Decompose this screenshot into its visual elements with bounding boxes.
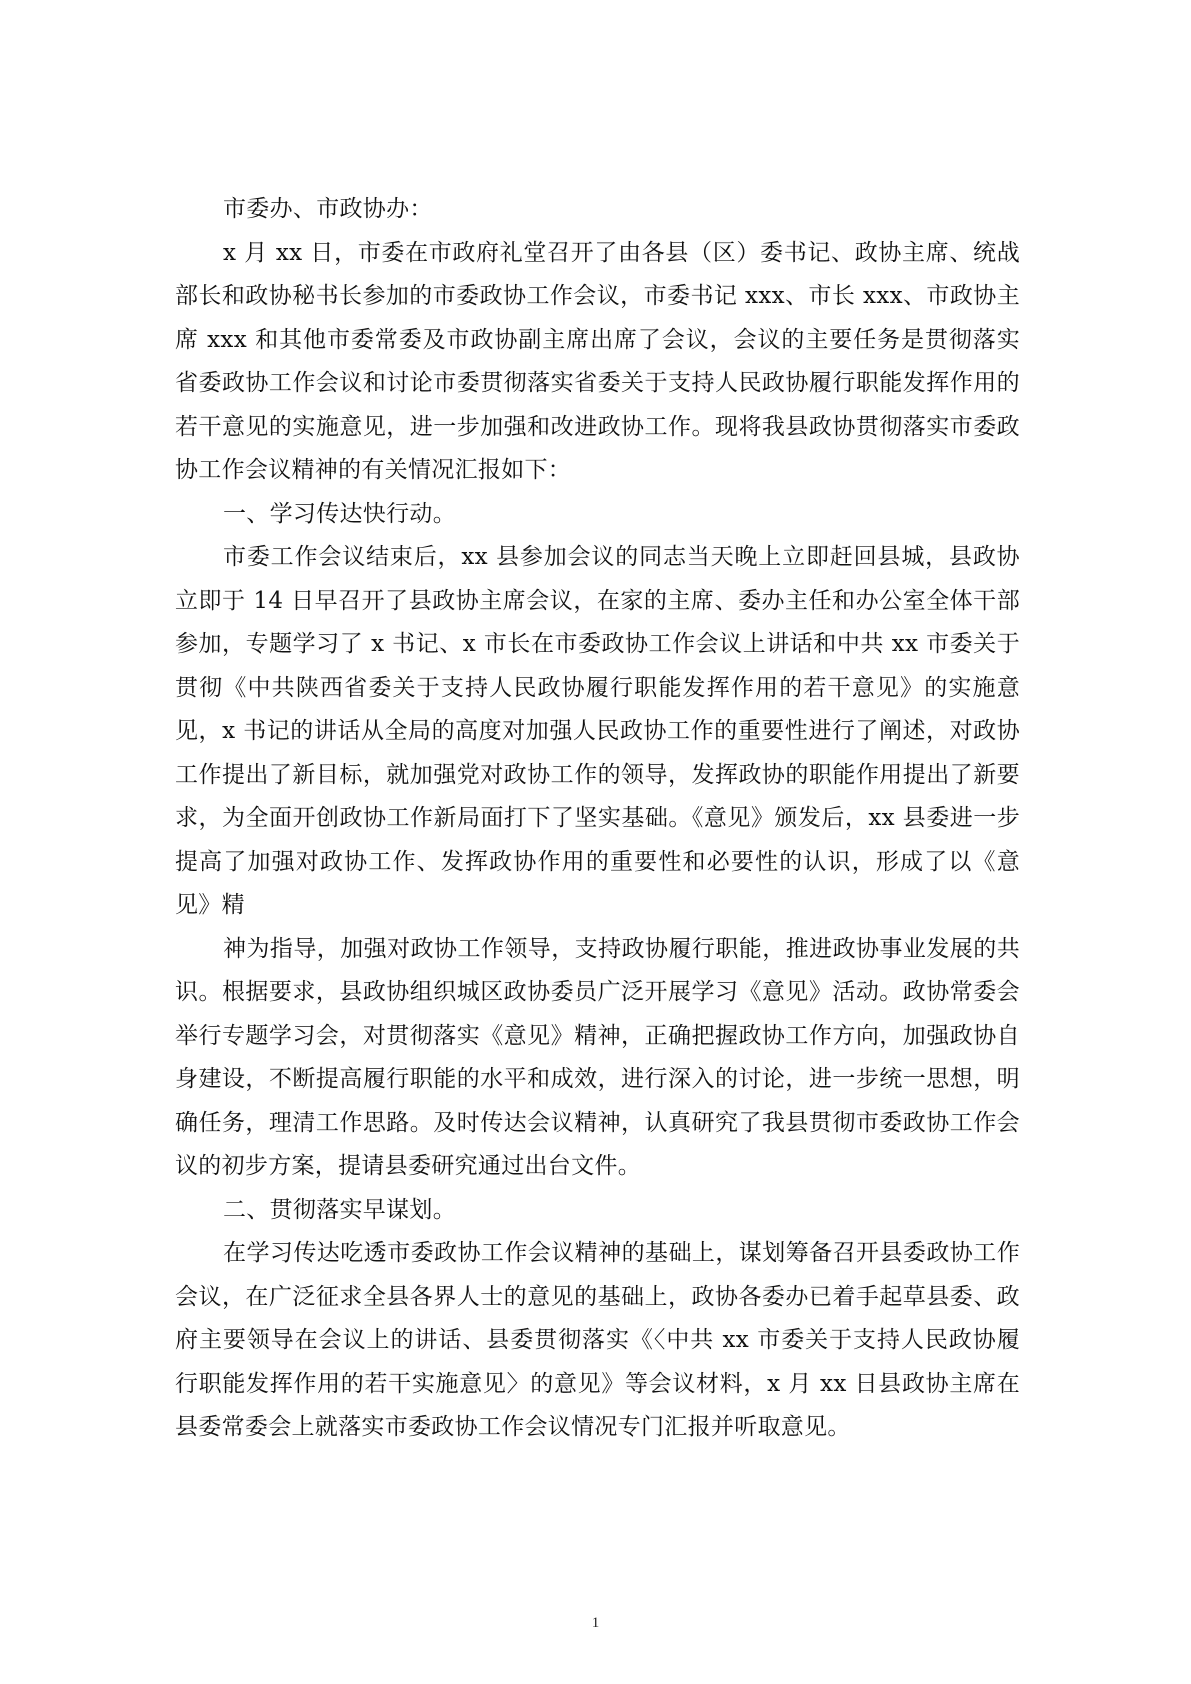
- paragraph-section-1-part-2: 神为指导，加强对政协工作领导，支持政协履行职能，推进政协事业发展的共识。根据要求，县政协组织城区政协委员广泛开展学习《意见》活动。政协常委会举行专题学习会，对贯彻落实《意见》精神，正确把握政协工作方向，加强政协自身建设，不断提高履行职能的水平和成效，进行深入的讨论，进一步统一思想，明确任务，理清工作思路。及时传达会议精神，认真研究了我县贯彻市委政协工作会议的初步方案，提请县委研究通过出台文件。: [175, 935, 1020, 1179]
- section-heading-1: 一、学习传达快行动。: [223, 500, 456, 527]
- document-body: [175, 188, 1020, 1450]
- paragraph-intro: x 月 xx 日，市委在市政府礼堂召开了由各县（区）委书记、政协主席、统战部长和政协秘书长参加的市委政协工作会议，市委书记 xxx、市长 xxx、市政协主席 xxx 和其他市委常委及市政协副主席出席了会议，会议的主要任务是贯彻落实省委政协工作会议和讨论市委贯彻落实省委关于支持人民政协履行职能发挥作用的若干意见的实施意见，进一步加强和改进政协工作。现将我县政协贯彻落实市委政协工作会议精神的有关情况汇报如下：: [175, 239, 1020, 483]
- paragraph-section-1-part-1: 市委工作会议结束后，xx 县参加会议的同志当天晚上立即赶回县城，县政协立即于 14 日早召开了县政协主席会议，在家的主席、委办主任和办公室全体干部参加，专题学习了 x 书记、x 市长在市委政协工作会议上讲话和中共 xx 市委关于贯彻《中共陕西省委关于支持人民政协履行职能发挥作用的若干意见》的实施意见，x 书记的讲话从全局的高度对加强人民政协工作的重要性进行了阐述，对政协工作提出了新目标，就加强党对政协工作的领导，发挥政协的职能作用提出了新要求，为全面开创政协工作新局面打下了坚实基础。《意见》颁发后，xx 县委进一步提高了加强对政协工作、发挥政协作用的重要性和必要性的认识，形成了以《意见》精: [175, 544, 1020, 918]
- salutation: 市委办、市政协办：: [223, 196, 433, 222]
- page-number: 1: [591, 1615, 600, 1631]
- paragraph-section-2: 在学习传达吃透市委政协工作会议精神的基础上，谋划筹备召开县委政协工作会议，在广泛征求全县各界人士的意见的基础上，政协各委办已着手起草县委、政府主要领导在会议上的讲话、县委贯彻落实《〈中共 xx 市委关于支持人民政协履行职能发挥作用的若干实施意见〉的意见》等会议材料，x 月 xx 日县政协主席在县委常委会上就落实市委政协工作会议情况专门汇报并听取意见。: [175, 1240, 1020, 1440]
- section-heading-2: 二、贯彻落实早谋划。: [223, 1196, 456, 1223]
